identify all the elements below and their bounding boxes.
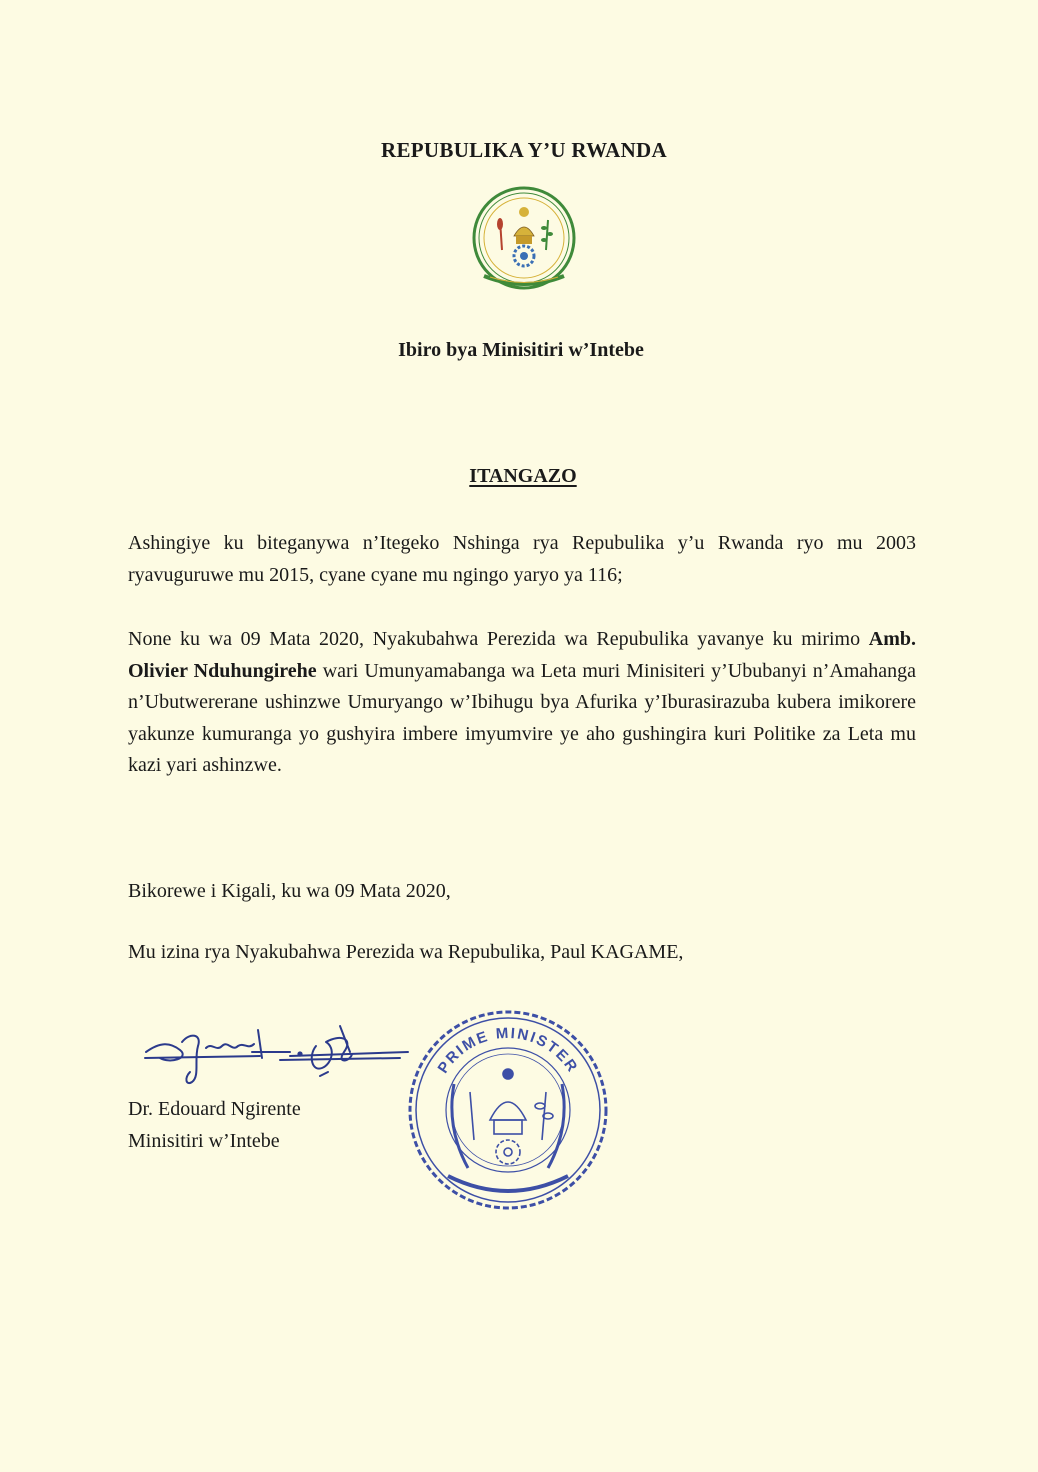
rwanda-coat-of-arms-icon bbox=[470, 184, 578, 296]
handwritten-signature-icon bbox=[140, 1012, 415, 1092]
paragraph-1-text: Ashingiye ku biteganywa n’Itegeko Nshinga rya Repubulika y’u Rwanda ryo mu 2003 ryavuguruwe mu 2015, cyane cyane mu ngingo yaryo ya 116; bbox=[128, 532, 916, 586]
seal-text: PRIME MINISTER bbox=[434, 1024, 582, 1077]
signatory-name: Dr. Edouard Ngirente bbox=[128, 1098, 301, 1120]
paragraph-legal-basis bbox=[128, 528, 916, 591]
dismissed-official-name: Amb. Olivier Nduhungirehe bbox=[128, 628, 916, 682]
prime-minister-seal-icon bbox=[406, 1008, 610, 1212]
paragraph-2-after: wari Umunyamabanga wa Leta muri Minisiteri y’Ububanyi n’Amahanga n’Ubutwererane ushinzwe Umuryango w’Ibihugu bya Afurika y’Iburasirazuba kubera imikorere yakunze kumuranga yo gushyira imbere imyumvire ye aho gushingira kuri Politike za Leta mu kazi yari ashinzwe. bbox=[128, 659, 916, 776]
office-title: Ibiro bya Minisitiri w’Intebe bbox=[398, 339, 644, 361]
on-behalf-line: Mu izina rya Nyakubahwa Perezida wa Repubulika, Paul KAGAME, bbox=[128, 941, 684, 963]
paragraph-2-before: None ku wa 09 Mata 2020, Nyakubahwa Perezida wa Repubulika yavanye ku mirimo bbox=[128, 628, 869, 650]
place-and-date: Bikorewe i Kigali, ku wa 09 Mata 2020, bbox=[128, 880, 451, 902]
signatory-title: Minisitiri w’Intebe bbox=[128, 1130, 280, 1152]
country-title: REPUBULIKA Y’U RWANDA bbox=[381, 138, 667, 162]
paragraph-decision bbox=[128, 624, 916, 782]
document-heading: ITANGAZO bbox=[469, 465, 577, 487]
